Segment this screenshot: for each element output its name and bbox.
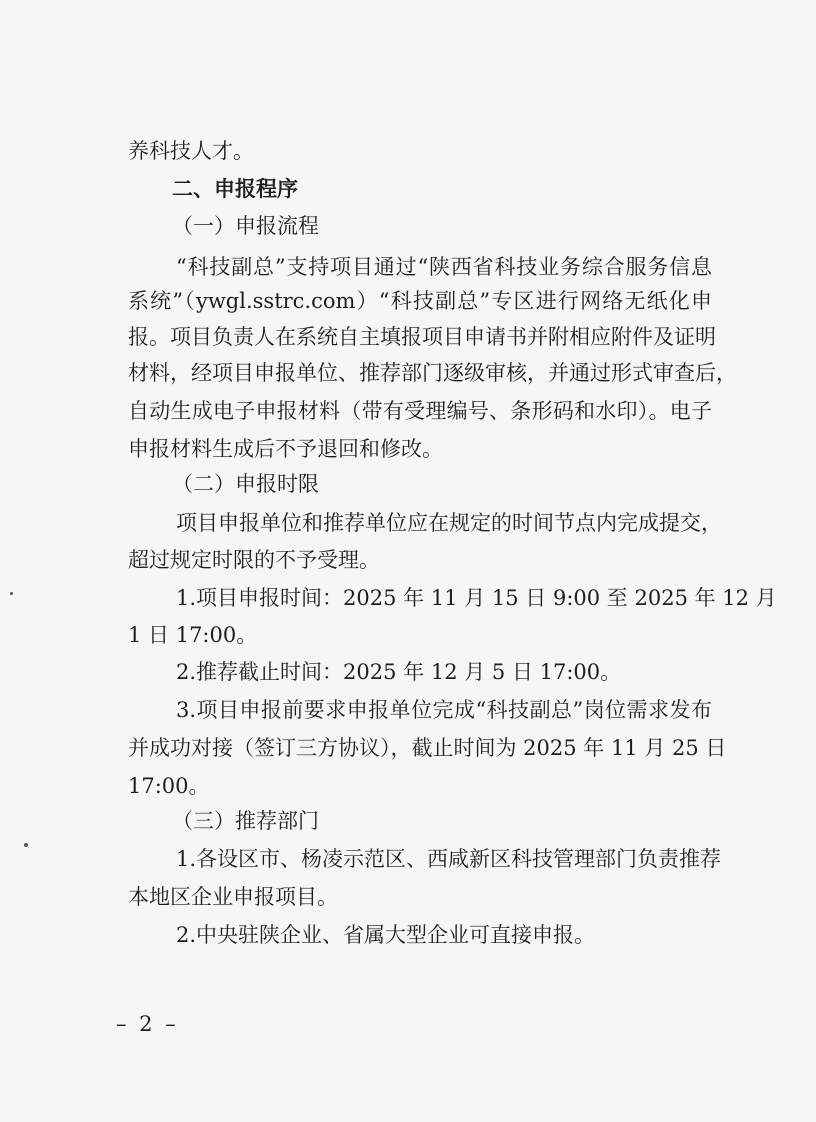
paragraph-line: 自动生成电子申报材料（带有受理编号、条形码和水印）。电子 xyxy=(128,399,712,423)
paragraph-line: 材料，经项目申报单位、推荐部门逐级审核，并通过形式审查后， xyxy=(128,361,737,385)
scan-speck xyxy=(10,592,13,595)
paragraph-line: 本地区企业申报项目。 xyxy=(128,885,338,909)
paragraph-line: 17:00。 xyxy=(128,774,210,798)
paragraph-line: 2.中央驻陕企业、省属大型企业可直接申报。 xyxy=(176,923,596,947)
subsection-heading: （二）申报时限 xyxy=(172,472,319,496)
paragraph-line: 2.推荐截止时间：2025 年 12 月 5 日 17:00。 xyxy=(176,660,622,684)
paragraph-line: “科技副总”支持项目通过“陕西省科技业务综合服务信息 xyxy=(176,255,712,279)
paragraph-line: 申报材料生成后不予退回和修改。 xyxy=(128,437,443,461)
paragraph-line: 项目申报单位和推荐单位应在规定的时间节点内完成提交， xyxy=(176,511,722,535)
paragraph-line: 1.各设区市、杨凌示范区、西咸新区科技管理部门负责推荐 xyxy=(176,847,722,871)
paragraph-line: 1.项目申报时间：2025 年 11 月 15 日 9:00 至 2025 年 12 月 xyxy=(176,586,777,610)
paragraph-line: 并成功对接（签订三方协议），截止时间为 2025 年 11 月 25 日 xyxy=(128,736,727,760)
subsection-heading: （三）推荐部门 xyxy=(172,809,319,833)
paragraph-line: 1 日 17:00。 xyxy=(128,623,258,647)
section-heading: 二、申报程序 xyxy=(172,176,298,201)
scan-speck xyxy=(24,843,28,847)
subsection-heading: （一）申报流程 xyxy=(172,214,319,238)
paragraph-line: 3.项目申报前要求申报单位完成“科技副总”岗位需求发布 xyxy=(176,698,712,722)
paragraph-line: 报。项目负责人在系统自主填报项目申请书并附相应附件及证明 xyxy=(128,325,716,349)
paragraph-line: 超过规定时限的不予受理。 xyxy=(128,548,380,572)
paragraph-line: 养科技人才。 xyxy=(128,139,254,163)
page-number: – 2 – xyxy=(116,1012,179,1036)
paragraph-line: 系统”（ywgl.sstrc.com）“科技副总”专区进行网络无纸化申 xyxy=(128,289,712,313)
